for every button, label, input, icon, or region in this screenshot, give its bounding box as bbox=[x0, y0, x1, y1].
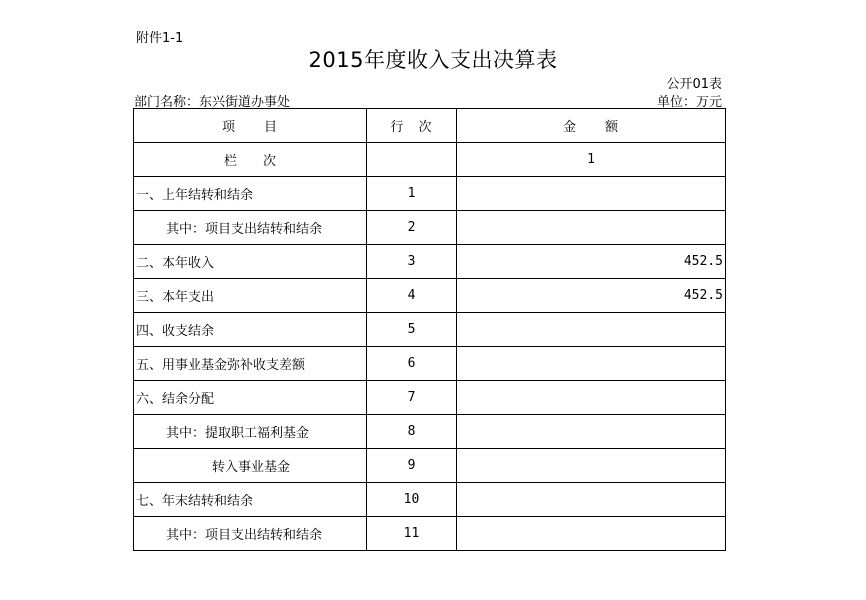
final-accounts-table bbox=[133, 108, 726, 551]
table-row bbox=[134, 415, 726, 449]
row-item: 一、上年结转和结余 bbox=[134, 177, 367, 211]
row-item: 其中：项目支出结转和结余 bbox=[134, 517, 367, 551]
row-amount bbox=[457, 449, 726, 483]
row-item: 六、结余分配 bbox=[134, 381, 367, 415]
unit-label: 单位：万元 bbox=[656, 95, 722, 110]
form-code: 公开01表 bbox=[666, 77, 722, 92]
row-amount bbox=[457, 211, 726, 245]
table-row bbox=[134, 279, 726, 313]
row-line-number: 10 bbox=[367, 483, 457, 517]
department-name: 部门名称：东兴街道办事处 bbox=[134, 95, 291, 110]
row-item: 二、本年收入 bbox=[134, 245, 367, 279]
table-row bbox=[134, 211, 726, 245]
row-line-number: 8 bbox=[367, 415, 457, 449]
table-row bbox=[134, 347, 726, 381]
row-amount bbox=[457, 177, 726, 211]
table-row bbox=[134, 483, 726, 517]
header-amount: 金 额 bbox=[457, 109, 726, 143]
table-row bbox=[134, 381, 726, 415]
row-line-number: 7 bbox=[367, 381, 457, 415]
table-row bbox=[134, 517, 726, 551]
row-line-number: 6 bbox=[367, 347, 457, 381]
row-item: 三、本年支出 bbox=[134, 279, 367, 313]
row-amount bbox=[457, 381, 726, 415]
row-line-number: 3 bbox=[367, 245, 457, 279]
header-line: 行 次 bbox=[367, 109, 457, 143]
row-item: 其中：提取职工福利基金 bbox=[134, 415, 367, 449]
table-row bbox=[134, 313, 726, 347]
row-item: 四、收支结余 bbox=[134, 313, 367, 347]
table-row bbox=[134, 245, 726, 279]
row-item: 其中：项目支出结转和结余 bbox=[134, 211, 367, 245]
header-item: 项 目 bbox=[134, 109, 367, 143]
table-header-row bbox=[134, 109, 726, 143]
table-row bbox=[134, 177, 726, 211]
row-amount bbox=[457, 483, 726, 517]
page-title: 2015年度收入支出决算表 bbox=[308, 48, 558, 72]
row-amount: 452.5 bbox=[457, 279, 726, 313]
row-item: 五、用事业基金弥补收支差额 bbox=[134, 347, 367, 381]
row-line-number: 2 bbox=[367, 211, 457, 245]
table-row bbox=[134, 449, 726, 483]
row-amount bbox=[457, 347, 726, 381]
row-line-number: 5 bbox=[367, 313, 457, 347]
row-amount bbox=[457, 415, 726, 449]
attachment-label: 附件1-1 bbox=[136, 31, 184, 46]
row-line-number: 1 bbox=[367, 177, 457, 211]
column-index-label: 栏 次 bbox=[134, 143, 367, 177]
column-index-amount: 1 bbox=[457, 143, 726, 177]
row-amount: 452.5 bbox=[457, 245, 726, 279]
column-index-row bbox=[134, 143, 726, 177]
row-line-number: 11 bbox=[367, 517, 457, 551]
row-amount bbox=[457, 517, 726, 551]
row-item: 转入事业基金 bbox=[134, 449, 367, 483]
row-item: 七、年末结转和结余 bbox=[134, 483, 367, 517]
row-amount bbox=[457, 313, 726, 347]
column-index-line bbox=[367, 143, 457, 177]
row-line-number: 9 bbox=[367, 449, 457, 483]
row-line-number: 4 bbox=[367, 279, 457, 313]
